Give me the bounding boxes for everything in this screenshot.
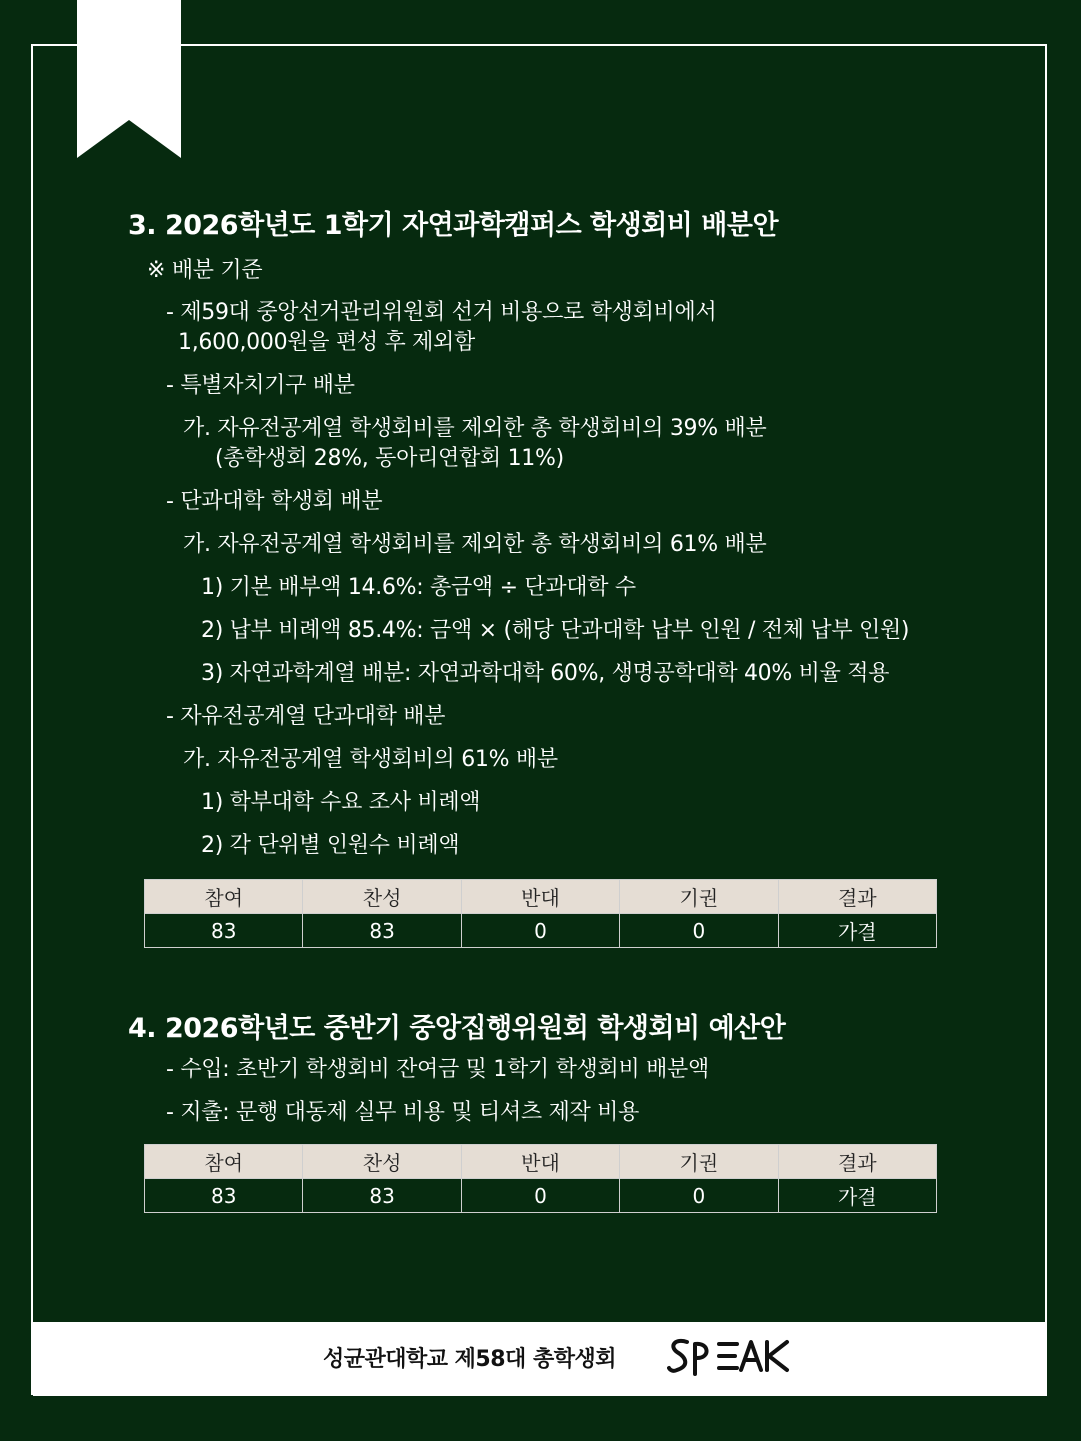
list-item: 1,600,000원을 편성 후 제외함 <box>178 330 475 355</box>
header-abstain: 기권 <box>620 1145 778 1179</box>
header-result: 결과 <box>778 880 936 914</box>
header-approve: 찬성 <box>303 880 461 914</box>
list-item: 2) 납부 비례액 85.4%: 금액 × (해당 단과대학 납부 인원 / 전체 납부 인원) <box>201 618 910 643</box>
bookmark-ribbon-icon <box>77 0 181 158</box>
value-result: 가결 <box>778 914 936 948</box>
list-item: - 지출: 문행 대동제 실무 비용 및 티셔츠 제작 비용 <box>166 1100 640 1125</box>
header-approve: 찬성 <box>303 1145 461 1179</box>
header-participants: 참여 <box>145 1145 303 1179</box>
value-participants: 83 <box>145 1179 303 1213</box>
header-participants: 참여 <box>145 880 303 914</box>
header-result: 결과 <box>778 1145 936 1179</box>
list-item: 가. 자유전공계열 학생회비를 제외한 총 학생회비의 61% 배분 <box>183 532 767 557</box>
speak-logo-icon <box>667 1334 793 1384</box>
table-row <box>145 914 937 948</box>
table-row <box>145 1179 937 1213</box>
header-oppose: 반대 <box>461 880 619 914</box>
list-item: (총학생회 28%, 동아리연합회 11%) <box>215 446 564 471</box>
list-item: 가. 자유전공계열 학생회비를 제외한 총 학생회비의 39% 배분 <box>183 416 767 441</box>
list-item: - 특별자치기구 배분 <box>166 373 355 398</box>
list-item: - 제59대 중앙선거관리위원회 선거 비용으로 학생회비에서 <box>166 300 717 325</box>
footer <box>33 1322 1047 1396</box>
list-item: - 수입: 초반기 학생회비 잔여금 및 1학기 학생회비 배분액 <box>166 1057 709 1082</box>
table-header-row <box>145 880 937 914</box>
section-3-title: 3. 2026학년도 1학기 자연과학캠퍼스 학생회비 배분안 <box>128 210 779 241</box>
table-header-row <box>145 1145 937 1179</box>
vote-table-section-4 <box>144 1144 937 1213</box>
list-item: 1) 학부대학 수요 조사 비례액 <box>201 790 481 815</box>
footer-organization: 성균관대학교 제58대 총학생회 <box>323 1347 616 1372</box>
vote-table-section-3 <box>144 879 937 948</box>
value-approve: 83 <box>303 1179 461 1213</box>
header-abstain: 기권 <box>620 880 778 914</box>
list-item: - 단과대학 학생회 배분 <box>166 489 383 514</box>
list-item: 가. 자유전공계열 학생회비의 61% 배분 <box>183 747 558 772</box>
value-abstain: 0 <box>620 1179 778 1213</box>
value-result: 가결 <box>778 1179 936 1213</box>
section-4-title: 4. 2026학년도 중반기 중앙집행위원회 학생회비 예산안 <box>128 1013 786 1044</box>
header-oppose: 반대 <box>461 1145 619 1179</box>
value-approve: 83 <box>303 914 461 948</box>
list-item: 2) 각 단위별 인원수 비례액 <box>201 833 460 858</box>
value-participants: 83 <box>145 914 303 948</box>
list-item: - 자유전공계열 단과대학 배분 <box>166 704 446 729</box>
list-item: 1) 기본 배부액 14.6%: 총금액 ÷ 단과대학 수 <box>201 575 636 600</box>
value-oppose: 0 <box>461 914 619 948</box>
list-item: 3) 자연과학계열 배분: 자연과학대학 60%, 생명공학대학 40% 비율 적용 <box>201 661 890 686</box>
value-oppose: 0 <box>461 1179 619 1213</box>
criteria-heading: ※ 배분 기준 <box>147 258 263 283</box>
value-abstain: 0 <box>620 914 778 948</box>
